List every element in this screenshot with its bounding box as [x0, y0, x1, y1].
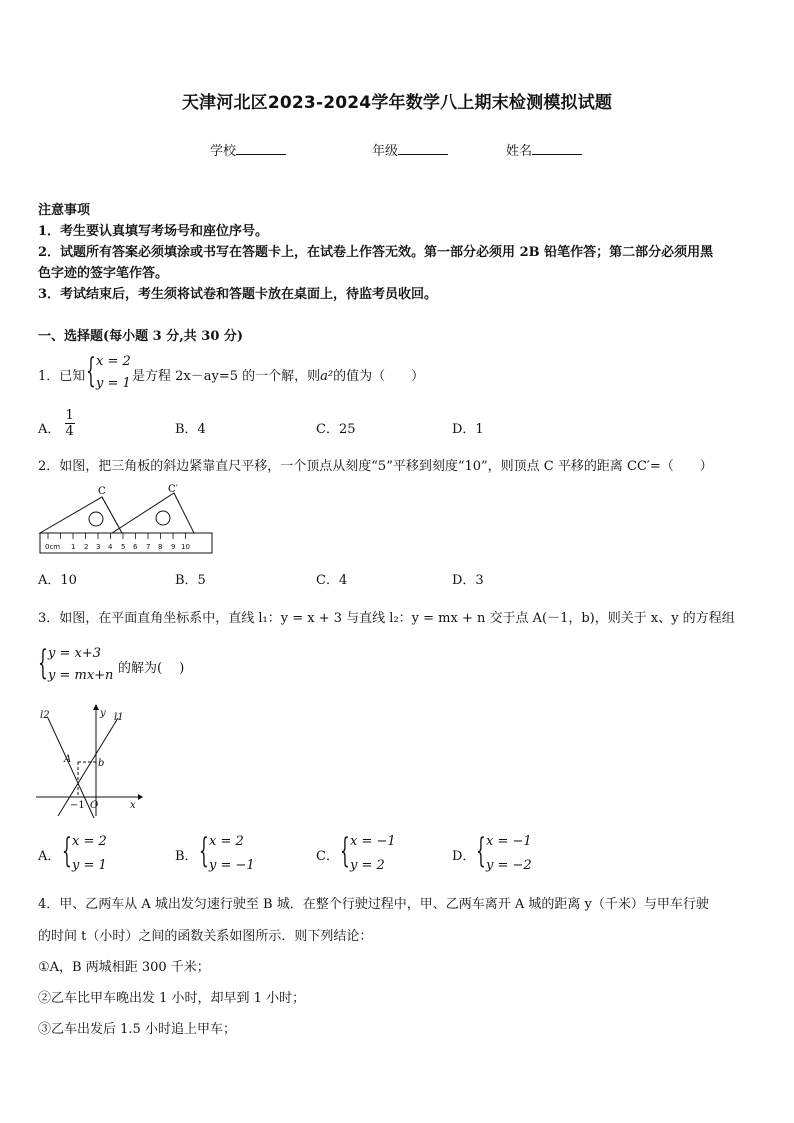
q1-mid: 是方程 2x－ay=5 的一个解，则: [132, 369, 321, 384]
x-axis-arrow-icon: [138, 794, 143, 800]
school-blank[interactable]: [236, 142, 286, 155]
q2-option-a[interactable]: A．10: [38, 573, 77, 588]
label-x: x: [130, 800, 136, 811]
notice-item: 1．考生要认真填写考场号和座位序号。: [38, 224, 269, 239]
label-c: C: [98, 486, 106, 497]
q3-option-b-label[interactable]: B．: [175, 849, 198, 864]
notice-item: 3．考试结束后，考生须将试卷和答题卡放在桌面上，待监考员收回。: [38, 287, 438, 302]
q4-line1: 4．甲、乙两车从 A 城出发匀速行驶至 B 城．在整个行驶过程中，甲、乙两车离开 A 城的距离 y（千米）与甲车行驶: [38, 897, 709, 912]
name-label: 姓名: [506, 144, 533, 159]
q1-option-d[interactable]: D．1: [452, 422, 484, 437]
triangle-moved: [112, 493, 194, 533]
q3-text1: 3．如图，在平面直角坐标系中，直线 l₁：y = x + 3 与直线 l₂：y = mx + n 交于点 A(－1，b)，则关于 x、y 的方程组: [38, 611, 735, 626]
option-eq: x = 2: [209, 834, 244, 849]
option-eq: x = −1: [486, 834, 532, 849]
q3-option-a-label[interactable]: A．: [38, 849, 61, 864]
label-b: b: [98, 758, 105, 769]
q1-option-c[interactable]: C．25: [316, 422, 356, 437]
q1-option-b[interactable]: B．4: [175, 422, 206, 437]
notice-heading: 注意事项: [38, 203, 91, 218]
page-title: 天津河北区2023-2024学年数学八上期末检测模拟试题: [181, 93, 613, 113]
label-l2: l2: [40, 710, 50, 721]
brace-icon: {: [38, 643, 48, 683]
q3-eq1: y = x+3: [48, 646, 101, 661]
ruler-tick-label: 10: [181, 543, 190, 551]
grade-blank[interactable]: [398, 142, 448, 155]
option-eq: x = −1: [350, 834, 396, 849]
ruler-tick-label: 1: [71, 543, 76, 551]
option-label: A．: [38, 422, 61, 437]
triangle-dashed-edge: [102, 497, 122, 533]
q2-option-d[interactable]: D．3: [452, 573, 484, 588]
fraction: [65, 408, 75, 439]
option-eq: y = −2: [486, 858, 532, 873]
option-eq: x = 2: [72, 834, 107, 849]
triangle-hole: [89, 512, 103, 526]
q4-item: ③乙车出发后 1.5 小时追上甲车；: [38, 1022, 236, 1037]
option-eq: y = 2: [350, 858, 385, 873]
line-l1: [58, 718, 118, 816]
ruler-tick-label: 0cm: [45, 543, 61, 551]
ruler-tick-label: 3: [96, 543, 101, 551]
q1-option-a[interactable]: [38, 408, 75, 440]
brace-icon: {: [86, 351, 96, 391]
numerator: 1: [65, 408, 74, 423]
q4-item: ①A，B 两城相距 300 千米；: [38, 960, 210, 975]
school-field: [210, 140, 286, 159]
q3-option-c-label[interactable]: C．: [316, 849, 339, 864]
q4-line2: 的时间 t（小时）之间的函数关系如图所示．则下列结论：: [38, 929, 373, 944]
q2-option-b[interactable]: B．5: [175, 573, 206, 588]
label-c-prime: C′: [168, 484, 178, 495]
ruler-tick-label: 5: [121, 543, 126, 551]
triangle-hole: [156, 511, 170, 525]
triangle-original: [40, 497, 122, 533]
option-eq: y = 1: [72, 858, 107, 873]
q3-eq2: y = mx+n: [48, 668, 114, 683]
q1-eq2: y = 1: [96, 376, 131, 391]
brace-icon: {: [62, 831, 72, 871]
label-l1: l1: [114, 712, 124, 723]
grade-field: [372, 140, 448, 159]
brace-icon: {: [340, 831, 350, 871]
brace-icon: {: [476, 831, 486, 871]
q1-a2: a²: [320, 369, 334, 384]
ruler-tick-label: 2: [84, 543, 89, 551]
denominator: 4: [65, 424, 74, 439]
ruler-tick-label: 6: [133, 543, 138, 551]
notice-item: 色字迹的签字笔作答。: [38, 266, 169, 281]
grade-label: 年级: [372, 144, 399, 159]
option-eq: y = −1: [209, 858, 255, 873]
ruler-tick-label: 4: [108, 543, 113, 551]
label-a: A: [64, 754, 72, 765]
q4-item: ②乙车比甲车晚出发 1 小时，却早到 1 小时；: [38, 991, 306, 1006]
brace-icon: {: [199, 831, 209, 871]
q1-eq1: x = 2: [96, 354, 131, 369]
name-blank[interactable]: [532, 142, 582, 155]
q3-coordinate-figure: [34, 704, 144, 820]
q2-text: 2．如图，把三角板的斜边紧靠直尺平移，一个顶点从刻度“5”平移到刻度“10”，则顶点 C 平移的距离 CC′=（ ）: [38, 459, 713, 474]
school-label: 学校: [210, 144, 237, 159]
ruler-tick-label: 9: [171, 543, 176, 551]
q3-text2: 的解为( ): [118, 661, 185, 676]
q1-text: [132, 366, 424, 387]
ruler-tick-label: 7: [146, 543, 151, 551]
section-heading: 一、选择题(每小题 3 分,共 30 分): [38, 329, 244, 344]
name-field: [506, 140, 582, 159]
q1-suffix: 的值为（ ）: [333, 369, 425, 384]
notice-item: 2．试题所有答案必须填涂或书写在答题卡上，在试卷上作答无效。第一部分必须用 2B 铅笔作答；第二部分必须用黑: [38, 245, 714, 260]
label-y: y: [100, 708, 106, 719]
label-minus-one: −1: [70, 800, 85, 811]
q2-ruler-figure: [36, 483, 216, 557]
q3-option-d-label[interactable]: D．: [452, 849, 476, 864]
q2-option-c[interactable]: C．4: [316, 573, 348, 588]
q1-prefix: 1．已知: [38, 369, 86, 384]
y-axis-arrow-icon: [93, 704, 99, 710]
label-origin: O: [90, 800, 99, 811]
ruler-tick-label: 8: [158, 543, 163, 551]
